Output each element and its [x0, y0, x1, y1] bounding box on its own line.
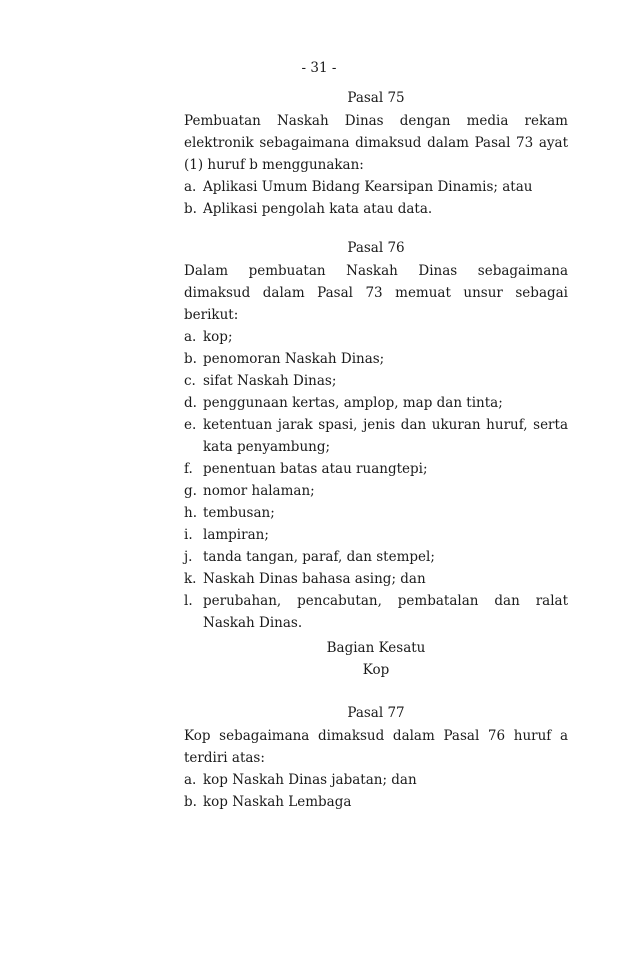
list-text: Naskah Dinas bahasa asing; dan — [203, 571, 426, 587]
pasal-76-list — [184, 326, 568, 634]
list-text: Aplikasi pengolah kata atau data. — [203, 201, 433, 217]
pasal-77-list — [184, 769, 568, 813]
list-marker: g. — [184, 483, 197, 499]
list-item — [184, 791, 568, 813]
list-text: tembusan; — [203, 505, 275, 521]
list-marker: j. — [184, 549, 193, 565]
list-item — [184, 769, 568, 791]
list-item — [184, 524, 568, 546]
pasal-76-heading: Pasal 76 — [347, 240, 405, 256]
pasal-76-intro: Dalam pembuatan Naskah Dinas sebagaimana dimaksud dalam Pasal 73 memuat unsur sebagai berikut: — [184, 263, 568, 323]
list-text: kop Naskah Dinas jabatan; dan — [203, 772, 417, 788]
list-marker: a. — [184, 179, 197, 195]
list-text: sifat Naskah Dinas; — [203, 373, 337, 389]
list-item — [184, 326, 568, 348]
list-marker: h. — [184, 505, 197, 521]
bagian-subtitle: Kop — [362, 662, 390, 678]
list-marker: a. — [184, 772, 197, 788]
list-text: penomoran Naskah Dinas; — [203, 351, 385, 367]
bagian-title: Bagian Kesatu — [326, 640, 426, 656]
pasal-77-heading: Pasal 77 — [347, 705, 405, 721]
list-item — [184, 370, 568, 392]
list-marker: i. — [184, 527, 193, 543]
list-item — [184, 458, 568, 480]
pasal-75-heading: Pasal 75 — [347, 90, 405, 106]
list-marker: b. — [184, 201, 197, 217]
list-item — [184, 546, 568, 568]
bagian-section — [184, 637, 568, 681]
list-text: nomor halaman; — [203, 483, 315, 499]
page-number: - 31 - — [301, 60, 337, 76]
list-marker: c. — [184, 373, 196, 389]
pasal-75-section — [184, 88, 568, 220]
list-item — [184, 348, 568, 370]
list-text: penentuan batas atau ruangtepi; — [203, 461, 428, 477]
list-text: perubahan, pencabutan, pembatalan dan ralat Naskah Dinas. — [203, 593, 568, 631]
pasal-75-list — [184, 176, 568, 220]
list-item — [184, 392, 568, 414]
list-text: Aplikasi Umum Bidang Kearsipan Dinamis; atau — [203, 179, 533, 195]
pasal-77-intro: Kop sebagaimana dimaksud dalam Pasal 76 huruf a terdiri atas: — [184, 728, 568, 766]
list-marker: d. — [184, 395, 197, 411]
list-text: kop; — [203, 329, 233, 345]
list-item — [184, 480, 568, 502]
list-text: tanda tangan, paraf, dan stempel; — [203, 549, 435, 565]
list-marker: l. — [184, 593, 193, 609]
list-marker: b. — [184, 794, 197, 810]
list-item — [184, 176, 568, 198]
list-item — [184, 414, 568, 458]
list-marker: a. — [184, 329, 197, 345]
list-marker: e. — [184, 417, 197, 433]
pasal-76-section — [184, 238, 568, 634]
list-item — [184, 502, 568, 524]
list-item — [184, 568, 568, 590]
pasal-75-intro: Pembuatan Naskah Dinas dengan media rekam elektronik sebagaimana dimaksud dalam Pasal 73 ayat (1) huruf b menggunakan: — [184, 113, 568, 173]
list-marker: k. — [184, 571, 197, 587]
list-item — [184, 198, 568, 220]
list-text: kop Naskah Lembaga — [203, 794, 352, 810]
list-marker: b. — [184, 351, 197, 367]
pasal-77-section — [184, 703, 568, 813]
list-item — [184, 590, 568, 634]
list-text: lampiran; — [203, 527, 269, 543]
list-text: penggunaan kertas, amplop, map dan tinta; — [203, 395, 503, 411]
list-marker: f. — [184, 461, 193, 477]
list-text: ketentuan jarak spasi, jenis dan ukuran huruf, serta kata penyambung; — [203, 417, 568, 455]
